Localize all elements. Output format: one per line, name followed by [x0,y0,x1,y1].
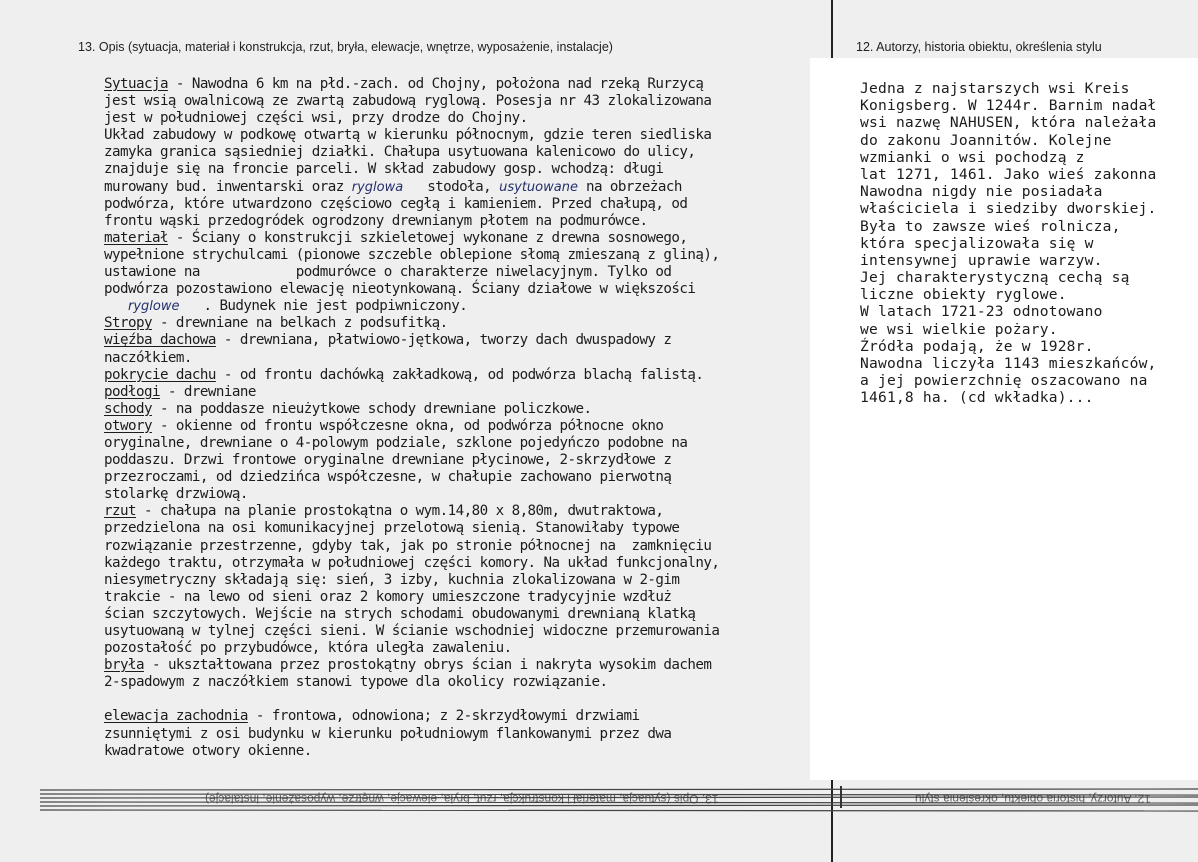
text-run: - Nawodna 6 km na płd.-zach. od Chojny, położona nad rzeką Rurzycą [167,76,704,92]
text-run: - drewniane na belkach z podsufitką. [151,315,448,332]
text-line [104,161,794,178]
section-label: rzut [104,503,136,520]
text-run: - okienne od frontu współczesne okna, od podwórza północne okno [151,417,664,434]
mirrored-header-13: 13. Opis (sytuacja, materiał i konstrukcja, rzut, bryła, elewacje, wnętrze, wyposażenie, instalacje) [205,792,719,806]
text-line [104,179,794,196]
text-run: murowany bud. inwentarski oraz [104,178,352,195]
text-line [104,401,794,418]
history-line: a jej powierzchnię oszacowano na [860,372,1148,390]
text-run: poddaszu. Drzwi frontowe oryginalne drewniane płycinowe, 2-skrzydłowe z [104,452,672,469]
text-line [104,691,794,708]
history-line: intensywnej uprawie warzyw. [860,251,1103,269]
text-run: usytuowaną w tylnej części sieni. W ścianie wschodniej widoczne przemurowania [104,623,720,639]
text-line [104,555,794,572]
text-run: naczółkiem. [104,349,192,366]
text-run: podwórza pozostawiono elewację nieotynkowaną. Ściany działowe w większości [104,281,696,298]
section-label: elewacja zachodnia [104,708,248,725]
text-run: pozostałość po przybudówce, która uległa zawaleniu. [104,640,512,657]
description-text [104,76,794,760]
text-run: 2-spadowym z naczółkiem stanowi typowe dla okolicy rozwiązanie. [104,674,608,691]
text-line [104,298,794,315]
text-line [104,606,794,623]
history-text [860,80,1196,407]
text-line [104,452,794,469]
text-run: - frontowa, odnowiona; z 2-skrzydłowymi drzwiami [247,708,640,725]
text-line [104,538,794,555]
history-line: wzmianki o wsi pochodzą z [860,148,1085,166]
text-run: zamyka granica sąsiedniej działki. Chałupa usytuowana kalenicowo do ulicy, [104,144,696,161]
history-line: 1461,8 ha. (cd wkładka)... [860,389,1094,407]
text-run: - chałupa na planie prostokątna o wym.14,80 x 8,80m, dwutraktowa, [135,503,664,520]
text-run: trakcie - na lewo od sieni oraz 2 komory umieszczone tradycyjnie wzdłuż [104,588,672,605]
text-run: oryginalne, drewniane o 4-polowym podziale, szklone pojedyńczo podobne na [104,434,688,451]
history-line: Nawodna liczyła 1143 mieszkańców, [860,355,1157,372]
text-line [104,503,794,520]
text-line [104,264,794,281]
history-line: W latach 1721-23 odnotowano [860,303,1103,321]
text-line [104,589,794,606]
text-run: niesymetryczny składają się: sień, 3 izby, kuchnia zlokalizowana w 2-gim [104,571,680,588]
text-run: zsunniętymi z osi budynku w kierunku południowym flankowanymi przez dwa [104,725,672,742]
text-line [104,93,794,110]
history-line: która specjalizowała się w [860,234,1094,252]
text-line [104,486,794,503]
history-line: Była to zawsze wieś rolnicza, [860,217,1121,235]
text-run: jest w południowej części wsi, przy drodze do Chojny. [104,110,528,127]
text-run: stolarkę drzwiową. [104,486,248,503]
section-12-header: 12. Autorzy, historia obiektu, określenia stylu [856,40,1102,54]
text-line [104,247,794,264]
history-line: Nawodna nigdy nie posiadała [860,183,1103,201]
text-line [104,743,794,760]
text-line [104,196,794,213]
section-label: Sytuacja [104,76,168,92]
text-run: przezroczami, od dziedzińca współczesne, w chałupie zachowano pierwotną [104,469,672,486]
text-run: wypełnione strychulcami (pionowe szczeble oblepione słomą zmieszaną z gliną), [104,246,720,263]
text-line [104,435,794,452]
text-run: podwórza, które utwardzono częściowo cegłą i kamieniem. Przed chałupą, od [104,195,688,212]
text-line [104,350,794,367]
text-line [104,384,794,401]
text-line [104,230,794,247]
text-run: jest wsią owalnicową ze zwartą zabudową ryglową. Posesja nr 43 zlokalizowana [104,93,712,110]
history-line: wsi nazwę NAHUSEN, która należała [860,114,1157,132]
text-run: ścian szczytowych. Wejście na strych schodami obudowanymi drewnianą klatką [104,605,696,622]
text-line [104,315,794,332]
text-run: - ukształtowana przez prostokątny obrys ścian i nakryta wysokim dachem [143,657,712,674]
text-run: przedzielona na osi komunikacyjnej przelotową sienią. Stanowiłaby typowe [104,520,680,537]
text-line [104,520,794,537]
text-run: . Budynek nie jest podpiwniczony. [179,298,468,315]
text-run: na obrzeżach [577,178,682,195]
text-line [104,469,794,486]
history-line: Konigsberg. W 1244r. Barnim nadał [860,97,1157,115]
text-run: - drewniana, płatwiowo-jętkowa, tworzy dach dwuspadowy z [215,332,672,349]
text-line [104,726,794,743]
text-line [104,332,794,349]
history-line: we wsi wielkie pożary. [860,320,1058,338]
text-run: - drewniane [159,383,256,400]
text-line [104,110,794,127]
history-line: Jedna z najstarszych wsi Kreis [860,80,1130,97]
text-line [104,213,794,230]
text-run: Układ zabudowy w podkowę otwartą w kierunku północnym, gdzie teren siedliska [104,127,712,144]
text-run [104,298,128,314]
text-run: rozwiązanie przestrzenne, gdyby tak, jak po stronie północnej na zamknięciu [104,537,712,554]
section-label: schody [104,400,152,417]
section-label: materiał [104,229,168,246]
history-line: Jej charakterystyczną cechą są [860,269,1130,287]
text-line [104,367,794,384]
handwritten-insert: usytuowane [499,179,578,195]
history-line: Źródła podają, że w 1928r. [860,337,1094,355]
text-run: kwadratowe otwory okienne. [104,742,312,759]
text-run: ustawione na podmurówce o charakterze niwelacyjnym. Tylko od [104,264,672,281]
text-line [104,418,794,435]
band-line [40,810,1198,811]
section-13-header: 13. Opis (sytuacja, materiał i konstrukcja, rzut, bryła, elewacje, wnętrze, wyposażenie, instalacje) [78,40,613,54]
section-label: pokrycie dachu [104,366,216,383]
history-line: właściciela i siedziby dworskiej. [860,200,1157,218]
text-run: frontu wąski przedogródek ogrodzony drewnianym płotem na podmurówce. [104,212,648,229]
text-line [104,674,794,691]
text-line [104,281,794,298]
handwritten-insert: ryglowe [127,299,180,315]
text-line [104,623,794,640]
band-line [40,789,1198,790]
section-label: podłogi [104,383,160,400]
text-run: znajduje się na froncie parceli. W skład zabudowy gosp. wchodzą: długi [104,161,664,178]
handwritten-insert: ryglowa [351,179,404,195]
text-run: - Ściany o konstrukcji szkieletowej wykonane z drewna sosnowego, [167,229,688,246]
mirrored-header-12: 12. Autorzy, historia obiektu, określenia stylu [915,792,1151,806]
text-run: stodoła, [403,178,500,195]
bottom-divider [840,786,842,808]
history-line: do zakonu Joannitów. Kolejne [860,131,1112,149]
text-run: - na poddasze nieużytkowe schody drewniane policzkowe. [151,400,592,417]
history-line: liczne obiekty ryglowe. [860,286,1067,304]
history-line: lat 1271, 1461. Jako wieś zakonna [860,165,1157,183]
text-line [104,144,794,161]
text-line [104,572,794,589]
text-line [104,657,794,674]
text-line [104,76,794,93]
text-run: każdego traktu, otrzymała w południowej części komory. Na układ funkcjonalny, [104,554,720,571]
section-label: otwory [104,417,152,434]
section-label: Stropy [104,315,152,332]
section-label: bryła [104,657,144,674]
text-line [104,127,794,144]
text-run: - od frontu dachówką zakładkową, od podwórza blachą falistą. [215,366,704,383]
text-line [104,640,794,657]
section-label: więźba dachowa [104,332,216,349]
text-line [104,708,794,725]
